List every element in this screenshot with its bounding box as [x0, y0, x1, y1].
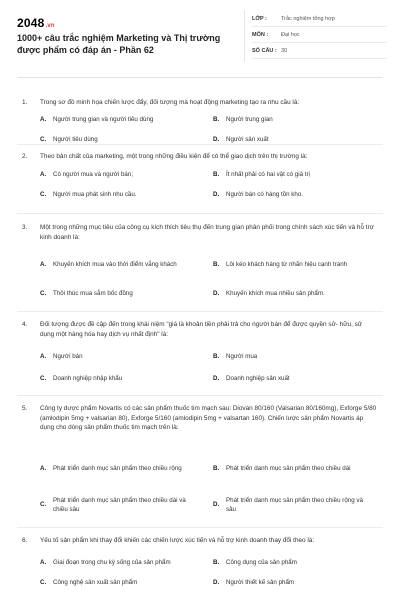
option-c[interactable] — [40, 578, 208, 588]
option-letter: B. — [213, 171, 220, 178]
question-stem — [22, 223, 378, 242]
option-text: Người mua — [226, 353, 258, 360]
option-text: Khuyến khích mua nhiều sản phẩm. — [226, 290, 325, 297]
option-letter: D. — [213, 501, 220, 509]
question-text: Yếu tố sản phẩm khi thay đổi khiến các chiến lược xúc tiến và hỗ trợ kinh doanh thay đổi theo là: — [40, 537, 315, 544]
question-item — [22, 152, 378, 198]
option-letter: C. — [40, 290, 47, 297]
option-letter: D. — [213, 191, 220, 198]
question-item — [22, 223, 378, 297]
question-text: Một trong những mục tiêu của công cụ kích thích tiêu thụ đến trung gian phân phối trong chính sách xúc tiến và hỗ trợ kinh doanh là: — [40, 224, 374, 241]
meta-value: Đại học — [281, 31, 300, 38]
option-text: Ít nhất phải có hai vật có giá trị — [226, 171, 310, 178]
option-text: Phát triển danh mục sản phẩm theo chiều dài — [226, 465, 351, 473]
question-item — [22, 404, 378, 513]
option-letter: B. — [213, 559, 220, 566]
option-d[interactable] — [213, 190, 378, 200]
option-letter: D. — [213, 136, 220, 143]
question-number: 3. — [22, 224, 28, 231]
meta-value: 30 — [281, 47, 288, 54]
option-a[interactable] — [40, 558, 208, 568]
meta-label: MÔN : — [252, 31, 269, 38]
meta-label: SỐ CÂU : — [252, 47, 277, 54]
option-text: Người bán — [53, 353, 83, 360]
option-a[interactable] — [40, 115, 208, 125]
question-item — [22, 320, 378, 382]
option-letter: A. — [40, 261, 47, 269]
option-text: Công nghệ sản xuất sản phẩm — [53, 579, 138, 586]
question-number: 5. — [22, 405, 28, 412]
option-text: Người mua phát sinh nhu cầu. — [53, 191, 137, 198]
option-letter: B. — [213, 353, 220, 360]
option-letter: A. — [40, 353, 47, 360]
question-text: Đối tượng được đề cập đến trong khái niệm "giá là khoản tiền phải trả cho người bán để được quyền sở- hữu, sử dụng một hàng hóa hay dịch vụ nhất định" là: — [40, 321, 363, 338]
option-letter: B. — [213, 465, 220, 473]
option-c[interactable] — [40, 374, 208, 384]
question-separator — [17, 144, 383, 145]
question-number: 6. — [22, 537, 28, 544]
option-c[interactable] — [40, 494, 208, 516]
option-text: Người trung gian — [226, 116, 273, 123]
meta-label: LỚP : — [252, 15, 267, 22]
question-stem — [22, 152, 378, 162]
question-text: Công ty dược phẩm Novartis có các sản phẩm thuốc tim mạch sau: Diovan 80/160 (Valsarian 80/160mg), Exforge 5/80 (amlodipin 5mg + valsarian 80), Exforge 5/160 (amlodipin 5mg + valsartan 160). Chiến lược sản phẩm Novartis áp dụng cho dòng sản phẩm thuốc tim mạch trên là: — [40, 405, 377, 431]
option-text: Giai đoạn trong chu kỳ sống của sản phẩm — [53, 559, 171, 566]
option-b[interactable] — [213, 352, 378, 362]
option-text: Phát triển danh mục sản phẩm theo chiều rộng — [53, 465, 182, 473]
meta-value: Trắc nghiệm tổng hợp — [281, 15, 335, 22]
logo-suffix: .vn — [45, 23, 55, 29]
option-text: Phát triển danh mục sản phẩm theo chiều dài và chiều sâu — [53, 496, 186, 513]
option-d[interactable] — [213, 578, 378, 588]
option-text: Khuyến khích mua vào thời điểm vắng khách — [53, 261, 177, 269]
question-separator — [17, 527, 383, 528]
option-b[interactable] — [213, 115, 378, 125]
option-letter: B. — [213, 261, 220, 269]
option-b[interactable] — [213, 170, 378, 180]
option-letter: A. — [40, 171, 47, 178]
option-text: Lôi kéo khách hàng từ nhãn hiệu cạnh tranh — [226, 261, 348, 269]
question-stem — [22, 320, 378, 339]
option-text: Doanh nghiệp nhập khẩu — [53, 375, 123, 382]
question-stem — [22, 536, 378, 546]
option-a[interactable] — [40, 458, 208, 480]
option-letter: C. — [40, 191, 47, 198]
document-title: 1000+ câu trắc nghiệm Marketing và Thị trường được phẩm có đáp án - Phần 62 — [17, 33, 221, 55]
option-text: Người sản xuất — [226, 136, 269, 143]
option-d[interactable] — [213, 374, 378, 384]
question-text: Trong sơ đồ minh họa chiến lược đẩy, đối tượng mà hoạt động marketing tạo ra nhu cầu là: — [40, 99, 300, 106]
option-text: Người tiêu dùng — [53, 136, 98, 143]
option-b[interactable] — [213, 458, 378, 480]
option-text: Người trung gian và người tiêu dùng — [53, 116, 154, 123]
question-item — [22, 536, 378, 586]
option-text: Người thiết kế sản phẩm — [226, 579, 295, 586]
logo-text: 2048 — [17, 16, 45, 30]
option-text: Thôi thúc mua sắm bốc đồng — [53, 290, 133, 297]
option-text: Phát triển danh mục sản phẩm theo chiều rộng và sâu — [226, 496, 363, 513]
question-number: 2. — [22, 153, 28, 160]
option-b[interactable] — [213, 558, 378, 568]
option-letter: C. — [40, 136, 47, 143]
option-letter: D. — [213, 375, 220, 382]
option-a[interactable] — [40, 170, 208, 180]
option-letter: A. — [40, 559, 47, 566]
option-d[interactable] — [213, 289, 378, 299]
option-text: Công dụng của sản phẩm — [226, 559, 297, 566]
question-number: 4. — [22, 321, 28, 328]
question-separator — [17, 213, 383, 214]
question-stem — [22, 98, 378, 108]
option-a[interactable] — [40, 255, 208, 275]
question-number: 1. — [22, 99, 28, 106]
option-text: Người bán có hàng tồn kho. — [226, 191, 303, 198]
option-a[interactable] — [40, 352, 208, 362]
option-letter: C. — [40, 501, 47, 509]
question-separator — [17, 395, 383, 396]
question-item — [22, 98, 378, 143]
question-stem — [22, 404, 378, 433]
option-letter: C. — [40, 579, 47, 586]
option-letter: A. — [40, 465, 47, 473]
option-c[interactable] — [40, 190, 208, 200]
option-d[interactable] — [213, 494, 378, 516]
question-separator — [17, 311, 383, 312]
option-text: Doanh nghiệp sản xuất — [226, 375, 290, 382]
option-b[interactable] — [213, 255, 378, 275]
option-letter: D. — [213, 579, 220, 586]
option-letter: C. — [40, 375, 47, 382]
option-text: Có người mua và người bán; — [53, 171, 134, 178]
option-c[interactable] — [40, 289, 208, 299]
option-letter: A. — [40, 116, 47, 123]
option-letter: B. — [213, 116, 220, 123]
question-text: Theo bản chất của marketing, một trong những điều kiện để có thể giao dịch trên thị trường là: — [40, 153, 308, 160]
option-letter: D. — [213, 290, 220, 297]
